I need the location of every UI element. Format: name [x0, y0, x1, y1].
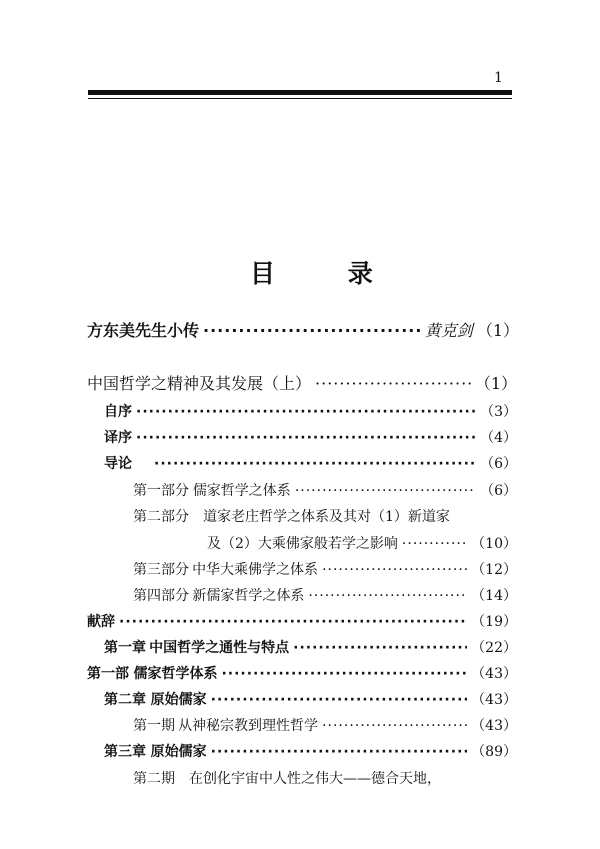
toc-entry[interactable]	[133, 482, 517, 500]
leader-dots	[322, 561, 467, 579]
leader-dots	[221, 665, 467, 683]
toc-entry[interactable]	[104, 455, 517, 473]
leader-dots	[295, 482, 476, 500]
toc-entry-label: 道家老庄哲学之体系及其对（1）新道家	[203, 509, 450, 525]
header-rule-thin	[88, 98, 512, 99]
toc-entry-page: （43）	[471, 692, 517, 708]
toc-title: 目 录	[250, 259, 405, 288]
toc-entry-label: 导论	[104, 456, 132, 472]
toc-entry-page: （6）	[480, 456, 517, 472]
leader-dots	[211, 743, 468, 761]
toc-entry-label: 献辞	[87, 614, 115, 630]
toc-entry-part: 第二章	[104, 692, 146, 708]
leader-dots	[119, 613, 467, 631]
toc-entry-page: （43）	[471, 718, 517, 734]
toc-entry-label: 在创化宇宙中人性之伟大——德合天地，	[189, 771, 441, 787]
toc-entry[interactable]	[133, 561, 517, 579]
toc-entry-part: 第一部	[87, 666, 129, 682]
toc-entry-part: 第一期	[133, 718, 175, 734]
toc-entry-part: 第四部分	[133, 588, 189, 604]
toc-entry-label: 原始儒家	[150, 692, 207, 708]
toc-entry-label: 自序	[104, 404, 132, 420]
leader-dots	[402, 535, 467, 553]
toc-entry-part: 第二部分	[133, 509, 189, 525]
toc-entry[interactable]	[87, 613, 517, 631]
toc-entry[interactable]	[133, 587, 517, 605]
leader-dots	[308, 587, 467, 605]
toc-entry-page: （19）	[471, 614, 517, 630]
toc-entry-part: 第三部分	[133, 562, 189, 578]
toc-entry-page: （12）	[471, 562, 517, 578]
toc-entry-label: 中华大乘佛学之体系	[192, 562, 319, 578]
toc-entry[interactable]	[207, 535, 517, 553]
toc-entry[interactable]	[133, 770, 517, 788]
leader-dots	[136, 429, 476, 447]
toc-entry-page: （4）	[480, 430, 517, 446]
toc-entry[interactable]	[104, 691, 517, 709]
toc-entry[interactable]	[104, 403, 517, 421]
leader-dots	[154, 455, 476, 473]
toc-entry-page: （22）	[471, 640, 517, 656]
toc-entry-page: （1）	[476, 321, 519, 340]
toc-entry-label: 新儒家哲学之体系	[192, 588, 305, 604]
leader-dots	[211, 691, 468, 709]
toc-entry-part: 第三章	[104, 744, 146, 760]
toc-entry-page: （14）	[471, 588, 517, 604]
toc-entry-author: 黄克剑	[424, 321, 473, 340]
toc-entry-label: 从神秘宗教到理性哲学	[178, 718, 319, 734]
toc-entry-part: 第一部分	[133, 483, 189, 499]
toc-entry-part: 第二期	[133, 771, 175, 787]
toc-entry[interactable]	[133, 717, 517, 735]
toc-entry-page: （3）	[480, 404, 517, 420]
toc-entry-page: （10）	[471, 536, 517, 552]
toc-entry[interactable]	[104, 639, 517, 657]
toc-entry[interactable]	[104, 429, 517, 447]
toc-entry-label: 儒家哲学之体系	[192, 483, 291, 499]
toc-entry-page: （43）	[471, 666, 517, 682]
toc-entry-label: 中国哲学之通性与特点	[149, 640, 290, 656]
leader-dots	[203, 322, 421, 340]
toc-entry-label: 原始儒家	[150, 744, 207, 760]
toc-entry-label: 译序	[104, 430, 132, 446]
toc-entry[interactable]	[87, 665, 517, 683]
toc-entry-page: （89）	[471, 744, 517, 760]
toc-entry-bio[interactable]	[87, 322, 519, 340]
toc-entry[interactable]	[104, 743, 517, 761]
toc-entry-page: （6）	[480, 483, 517, 499]
leader-dots	[322, 717, 467, 735]
leader-dots	[293, 639, 467, 657]
leader-dots	[136, 403, 476, 421]
toc-entry[interactable]	[133, 508, 517, 526]
toc-entry-label: 及（2）大乘佛家般若学之影响	[207, 536, 398, 552]
toc-entry-part: 第一章	[104, 640, 146, 656]
header-rule-thick	[88, 90, 512, 95]
toc-entry-label: 中国哲学之精神及其发展（上）	[87, 374, 312, 393]
toc-entry-label: 方东美先生小传	[87, 321, 200, 340]
toc-entry-label: 儒家哲学体系	[133, 666, 218, 682]
leader-dots	[315, 375, 471, 393]
toc-entry[interactable]	[87, 375, 517, 393]
page-number: 1	[494, 70, 503, 86]
toc-entry-page: （1）	[474, 374, 517, 393]
